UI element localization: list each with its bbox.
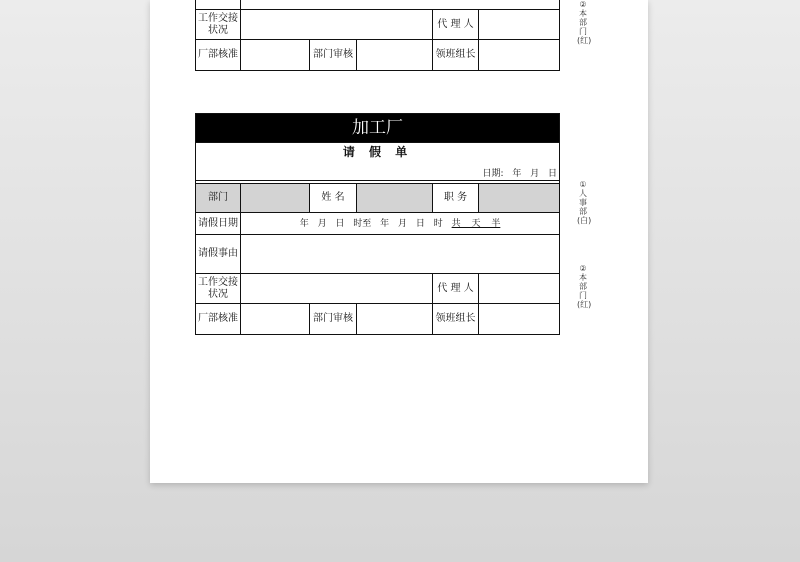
top-leader-label: 领班组长 [433, 40, 479, 71]
top-approve-field[interactable] [241, 40, 310, 71]
agent-field[interactable] [479, 274, 560, 304]
top-handover-row [196, 10, 560, 40]
leader-label: 领班组长 [433, 304, 479, 335]
leave-form [195, 113, 560, 335]
top-handover-label: 工作交接状况 [196, 10, 241, 40]
approval-row [196, 304, 560, 335]
info-row [196, 184, 560, 213]
leave-date-range: 年 月 日 时至 年 月 日 时 [299, 218, 443, 229]
doc-title: 请 假 单 [342, 145, 413, 159]
top-leave-form [195, 0, 560, 71]
approve-label: 厂部核准 [196, 304, 241, 335]
dept-label: 部门 [196, 184, 241, 213]
company-title: 加工厂 [196, 114, 560, 143]
subtitle-row [196, 143, 560, 181]
approve-field[interactable] [241, 304, 310, 335]
top-handover-field[interactable] [241, 10, 433, 40]
reason-field[interactable] [241, 235, 560, 274]
top-reason-row [196, 0, 560, 10]
top-dept-review-label: 部门审核 [310, 40, 357, 71]
top-reason-field[interactable] [241, 0, 560, 10]
top-dept-review-field[interactable] [357, 40, 433, 71]
leave-date-row [196, 213, 560, 235]
title-row [196, 114, 560, 143]
top-agent-field[interactable] [479, 10, 560, 40]
side-note-bottom: ②本部门(红) [577, 264, 592, 309]
date-line[interactable]: 日期: 年 月 日 [482, 169, 558, 179]
handover-row [196, 274, 560, 304]
agent-label: 代 理 人 [433, 274, 479, 304]
side-note-middle: ①人事部(白) [577, 180, 592, 225]
leave-date-total: 共 天 半 [451, 218, 501, 229]
handover-label: 工作交接状况 [196, 274, 241, 304]
dept-review-field[interactable] [357, 304, 433, 335]
subtitle-cell [196, 143, 560, 181]
reason-row [196, 235, 560, 274]
dept-field[interactable] [241, 184, 310, 213]
top-approve-label: 厂部核准 [196, 40, 241, 71]
position-field[interactable] [479, 184, 560, 213]
top-reason-label [196, 0, 241, 10]
dept-review-label: 部门审核 [310, 304, 357, 335]
top-approval-row [196, 40, 560, 71]
top-agent-label: 代 理 人 [433, 10, 479, 40]
reason-label: 请假事由 [196, 235, 241, 274]
leave-date-label: 请假日期 [196, 213, 241, 235]
position-label: 职 务 [433, 184, 479, 213]
top-leader-field[interactable] [479, 40, 560, 71]
leader-field[interactable] [479, 304, 560, 335]
leave-date-field[interactable] [241, 213, 560, 235]
side-note-top: ②本部门(红) [577, 0, 592, 45]
handover-field[interactable] [241, 274, 433, 304]
name-label: 姓 名 [310, 184, 357, 213]
name-field[interactable] [357, 184, 433, 213]
